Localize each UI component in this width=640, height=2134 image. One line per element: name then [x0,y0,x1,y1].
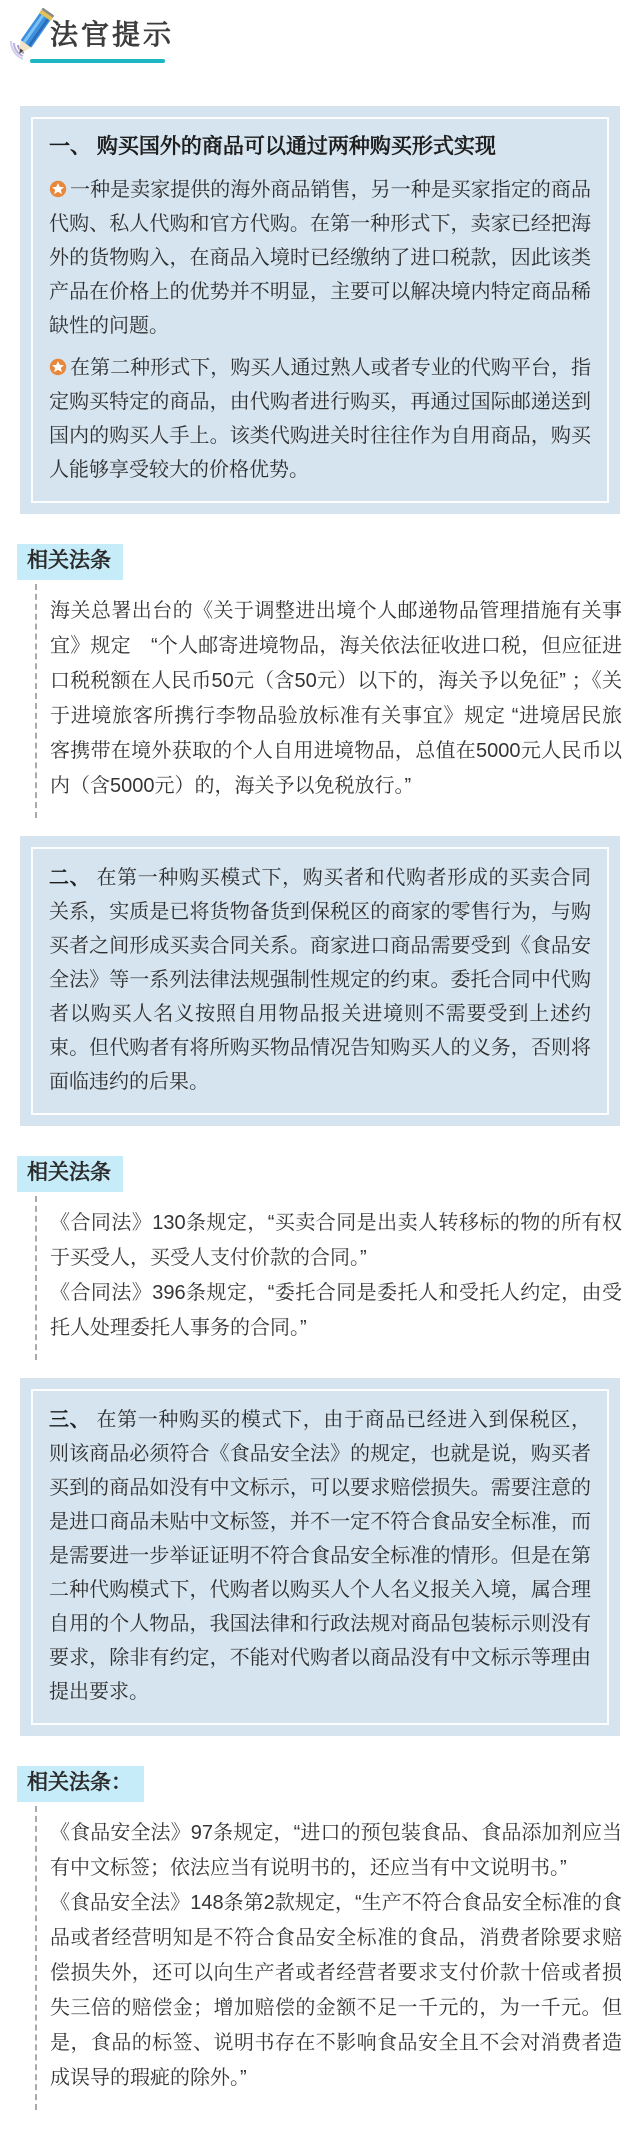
tip-1-paragraph-1-text: 一种是卖家提供的海外商品销售，另一种是买家指定的商品代购、私人代购和官方代购。在第一种形式下，卖家已经把海外的货物购入，在商品入境时已经缴纳了进口税款，因此该类产品在价格上的优势并不明显，主要可以解决境内特定商品稀缺性的问题。 [49,179,591,337]
tip-2-number: 二、 [49,867,97,889]
law-1-paragraph-1: 海关总署出台的《关于调整进出境个人邮递物品管理措施有关事宜》规定 “个人邮寄进境物品，海关依法征收进口税，但应征进口税税额在人民币50元（含50元）以下的，海关予以免征” ；《关于进境旅客所携行李物品验放标准有关事宜》规定 “进境居民旅客携带在境外获取的个人自用进境物品，总值在5000元人民币以内（含5000元）的，海关予以免税放行。” [50,600,622,797]
tip-3-number: 三、 [49,1409,97,1431]
tip-box-2 [20,836,620,1126]
tip-box-2-inner [31,847,609,1115]
tip-1-paragraph-1 [49,173,591,343]
law-section-3 [0,1736,640,2110]
star-bullet-icon [49,353,67,371]
law-2-paragraph-1: 《合同法》130条规定，“买卖合同是出卖人转移标的物的所有权于买受人，买受人支付价款的合同。” [50,1212,622,1269]
law-2-paragraph-2: 《合同法》396条规定，“委托合同是委托人和受托人约定，由受托人处理委托人事务的合同。” [50,1282,622,1339]
tip-3-text: 在第一种购买的模式下，由于商品已经进入到保税区，则该商品必须符合《食品安全法》的规定，也就是说，购买者买到的商品如没有中文标示，可以要求赔偿损失。需要注意的是进口商品未贴中文标签，并不一定不符合食品安全标准，而是需要进一步举证证明不符合食品安全标准的情形。但是在第二种代购模式下，代购者以购买人个人名义报关入境，属合理自用的个人物品，我国法律和行政法规对商品包装标示则没有要求，除非有约定，不能对代购者以商品没有中文标示等理由提出要求。 [49,1409,592,1703]
related-laws-text-2 [35,1196,622,1360]
law-3-paragraph-1: 《食品安全法》97条规定，“进口的预包装食品、食品添加剂应当有中文标签；依法应当有说明书的，还应当有中文说明书。” [50,1822,622,1879]
tip-box-3 [20,1378,620,1736]
tip-1-paragraph-2 [49,351,591,487]
law-3-paragraph-2: 《食品安全法》148条第2款规定，“生产不符合食品安全标准的食品或者经营明知是不符合食品安全标准的食品，消费者除要求赔偿损失外，还可以向生产者或者经营者要求支付价款十倍或者损失三倍的赔偿金；增加赔偿的金额不足一千元的，为一千元。但是，食品的标签、说明书存在不影响食品安全且不会对消费者造成误导的瑕疵的除外。” [50,1892,622,2089]
related-laws-label-1: 相关法条 [17,544,123,580]
tip-box-1-inner [31,117,609,503]
pencil-icon [8,5,58,65]
tip-box-3-inner [31,1389,609,1725]
tip-1-heading: 一、 购买国外的商品可以通过两种购买形式实现 [49,135,496,158]
related-laws-label-3: 相关法条： [17,1766,144,1802]
tip-box-1 [20,106,620,514]
tip-2-paragraph [49,861,591,1099]
law-section-2 [0,1126,640,1360]
tip-2-text: 在第一种购买模式下，购买者和代购者形成的买卖合同关系，实质是已将货物备货到保税区的商家的零售行为，与购买者之间形成买卖合同关系。商家进口商品需要受到《食品安全法》等一系列法律法规强制性规定的约束。委托合同中代购者以购买人名义按照自用物品报关进境则不需要受到上述约束。但代购者有将所购买物品情况告知购买人的义务，否则将面临违约的后果。 [49,867,592,1093]
tip-3-paragraph [49,1403,591,1709]
law-section-1 [0,514,640,818]
related-laws-text-3 [35,1806,622,2110]
tip-1-paragraph-2-text: 在第二种形式下，购买人通过熟人或者专业的代购平台，指定购买特定的商品，由代购者进行购买，再通过国际邮递送到国内的购买人手上。该类代购进关时往往作为自用商品，购买人能够享受较大的价格优势。 [49,357,591,481]
star-bullet-icon [49,175,67,193]
related-laws-label-2: 相关法条 [17,1156,123,1192]
page-title: 法官提示 [50,19,175,50]
header [0,0,640,88]
related-laws-text-1 [35,584,622,818]
